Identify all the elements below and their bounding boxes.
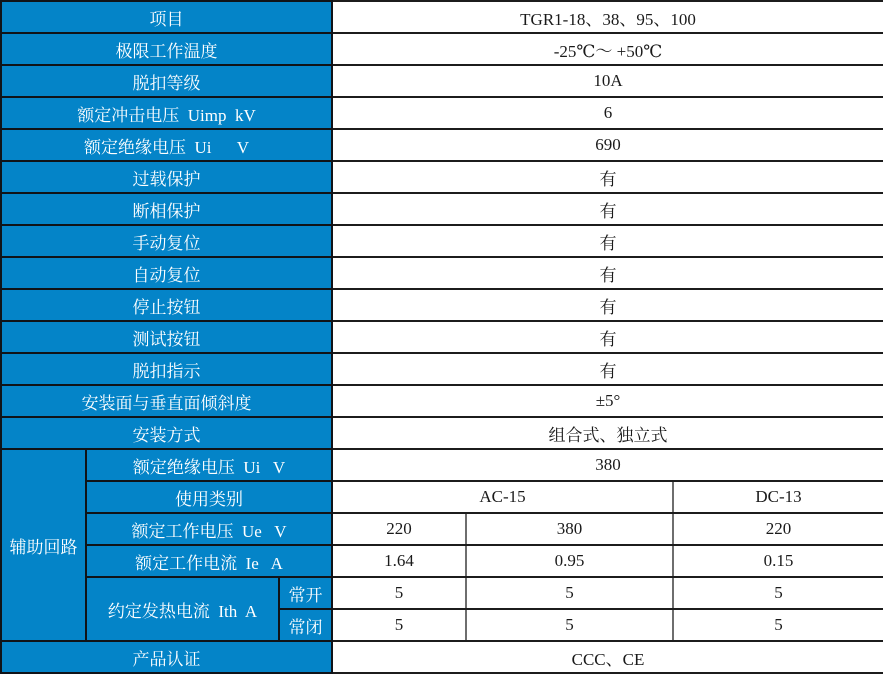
spec-value-impulse-voltage: 6 — [332, 97, 883, 129]
row-certification — [1, 641, 883, 673]
spec-value-certification: CCC、CE — [332, 641, 883, 673]
spec-value-mounting-tilt: ±5° — [332, 385, 883, 417]
row-item — [1, 1, 883, 33]
spec-value-overload-protection: 有 — [332, 161, 883, 193]
aux-label-rated-current: 额定工作电流 Ie A — [86, 545, 332, 577]
spec-label-item: 项目 — [1, 1, 332, 33]
aux-value-category-ac: AC-15 — [332, 481, 673, 513]
spec-value-stop-button: 有 — [332, 289, 883, 321]
spec-value-temperature: -25℃～ +50℃ — [332, 33, 883, 65]
row-test-button — [1, 321, 883, 353]
aux-value-nc-1: 5 — [332, 609, 466, 641]
spec-label-impulse-voltage: 额定冲击电压 Uimp kV — [1, 97, 332, 129]
row-phase-failure-protection — [1, 193, 883, 225]
aux-label-normally-closed: 常闭 — [279, 609, 332, 641]
spec-label-stop-button: 停止按钮 — [1, 289, 332, 321]
aux-value-current-3: 0.15 — [673, 545, 883, 577]
aux-value-no-3: 5 — [673, 577, 883, 609]
spec-value-test-button: 有 — [332, 321, 883, 353]
spec-label-test-button: 测试按钮 — [1, 321, 332, 353]
aux-value-voltage-1: 220 — [332, 513, 466, 545]
spec-value-manual-reset: 有 — [332, 225, 883, 257]
aux-label-rated-voltage: 额定工作电压 Ue V — [86, 513, 332, 545]
row-overload-protection — [1, 161, 883, 193]
row-mounting-tilt — [1, 385, 883, 417]
spec-label-auto-reset: 自动复位 — [1, 257, 332, 289]
aux-value-nc-3: 5 — [673, 609, 883, 641]
spec-label-insulation-voltage: 额定绝缘电压 Ui V — [1, 129, 332, 161]
aux-value-insulation-voltage: 380 — [332, 449, 883, 481]
spec-value-auto-reset: 有 — [332, 257, 883, 289]
spec-label-trip-indicator: 脱扣指示 — [1, 353, 332, 385]
row-stop-button — [1, 289, 883, 321]
aux-value-voltage-3: 220 — [673, 513, 883, 545]
row-aux-thermal-current-no — [1, 577, 883, 609]
spec-value-insulation-voltage: 690 — [332, 129, 883, 161]
spec-value-phase-failure-protection: 有 — [332, 193, 883, 225]
aux-value-current-1: 1.64 — [332, 545, 466, 577]
aux-group-label: 辅助回路 — [1, 449, 86, 641]
aux-value-category-dc: DC-13 — [673, 481, 883, 513]
spec-label-phase-failure-protection: 断相保护 — [1, 193, 332, 225]
spec-value-trip-indicator: 有 — [332, 353, 883, 385]
spec-label-trip-class: 脱扣等级 — [1, 65, 332, 97]
aux-value-no-2: 5 — [466, 577, 673, 609]
row-auto-reset — [1, 257, 883, 289]
row-mounting-type — [1, 417, 883, 449]
row-insulation-voltage — [1, 129, 883, 161]
spec-value-mounting-type: 组合式、独立式 — [332, 417, 883, 449]
aux-label-insulation-voltage: 额定绝缘电压 Ui V — [86, 449, 332, 481]
aux-value-no-1: 5 — [332, 577, 466, 609]
spec-label-mounting-tilt: 安装面与垂直面倾斜度 — [1, 385, 332, 417]
row-impulse-voltage — [1, 97, 883, 129]
aux-label-thermal-current: 约定发热电流 Ith A — [86, 577, 279, 641]
spec-label-certification: 产品认证 — [1, 641, 332, 673]
row-temperature — [1, 33, 883, 65]
spec-label-manual-reset: 手动复位 — [1, 225, 332, 257]
row-aux-rated-current — [1, 545, 883, 577]
spec-label-overload-protection: 过载保护 — [1, 161, 332, 193]
row-aux-insulation-voltage — [1, 449, 883, 481]
spec-value-trip-class: 10A — [332, 65, 883, 97]
row-trip-indicator — [1, 353, 883, 385]
row-aux-utilization-category — [1, 481, 883, 513]
spec-label-temperature: 极限工作温度 — [1, 33, 332, 65]
spec-label-mounting-type: 安装方式 — [1, 417, 332, 449]
row-aux-rated-voltage — [1, 513, 883, 545]
aux-value-voltage-2: 380 — [466, 513, 673, 545]
row-manual-reset — [1, 225, 883, 257]
aux-value-current-2: 0.95 — [466, 545, 673, 577]
aux-value-nc-2: 5 — [466, 609, 673, 641]
aux-label-utilization-category: 使用类别 — [86, 481, 332, 513]
row-trip-class — [1, 65, 883, 97]
aux-label-normally-open: 常开 — [279, 577, 332, 609]
spec-value-item: TGR1-18、38、95、100 — [332, 1, 883, 33]
